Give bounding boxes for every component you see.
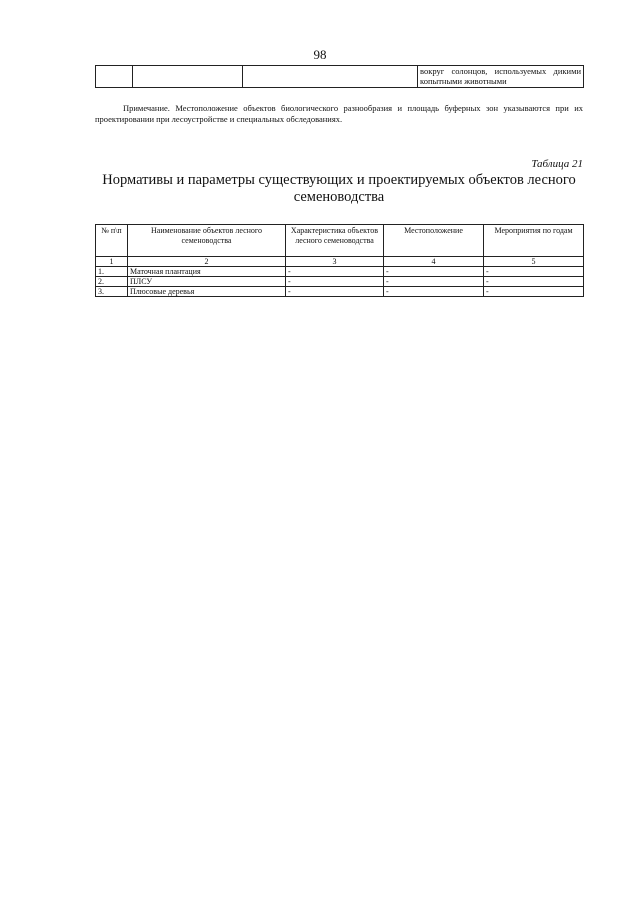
table-cell: - xyxy=(286,267,384,277)
carry-over-table xyxy=(95,65,584,88)
table-row xyxy=(96,267,584,277)
cell-text-line: вокруг солонцов, используемых дикими xyxy=(420,66,581,76)
table-cell: - xyxy=(384,287,484,297)
table-cell xyxy=(133,66,243,88)
header-cell: № п\п xyxy=(96,225,128,257)
table-cell: Плюсовые деревья xyxy=(128,287,286,297)
header-cell: Наименование объектов лесного семеноводства xyxy=(128,225,286,257)
table-cell: - xyxy=(384,277,484,287)
header-cell: Характеристика объектов лесного семеноводства xyxy=(286,225,384,257)
column-number: 3 xyxy=(286,257,384,267)
table-cell: 1. xyxy=(96,267,128,277)
table-cell: 3. xyxy=(96,287,128,297)
table-cell: - xyxy=(384,267,484,277)
table-row xyxy=(96,66,584,88)
column-number: 1 xyxy=(96,257,128,267)
table-cell: - xyxy=(484,267,584,277)
table-cell xyxy=(96,66,133,88)
table-caption: Таблица 21 xyxy=(531,158,583,170)
table-cell: - xyxy=(484,287,584,297)
table-cell: Маточная плантация xyxy=(128,267,286,277)
table-cell: 2. xyxy=(96,277,128,287)
table-cell xyxy=(418,66,584,88)
table-cell: ПЛСУ xyxy=(128,277,286,287)
column-number: 5 xyxy=(484,257,584,267)
table-cell: - xyxy=(286,287,384,297)
table-cell xyxy=(243,66,418,88)
header-row xyxy=(96,225,584,257)
header-cell: Мероприятия по годам xyxy=(484,225,584,257)
column-number: 2 xyxy=(128,257,286,267)
note-paragraph: Примечание. Местоположение объектов биологического разнообразия и площадь буферных зон указываются при их проектировании при лесоустройстве и специальных обследованиях. xyxy=(95,103,583,124)
table-cell: - xyxy=(286,277,384,287)
header-cell: Местоположение xyxy=(384,225,484,257)
cell-text-line: копытными животными xyxy=(420,76,507,86)
page-number: 98 xyxy=(313,47,327,62)
table-cell: - xyxy=(484,277,584,287)
column-number: 4 xyxy=(384,257,484,267)
table-row xyxy=(96,287,584,297)
table-row xyxy=(96,277,584,287)
table-21 xyxy=(95,224,584,297)
table-title: Нормативы и параметры существующих и проектируемых объектов лесного семеноводства xyxy=(102,172,576,205)
column-number-row xyxy=(96,257,584,267)
